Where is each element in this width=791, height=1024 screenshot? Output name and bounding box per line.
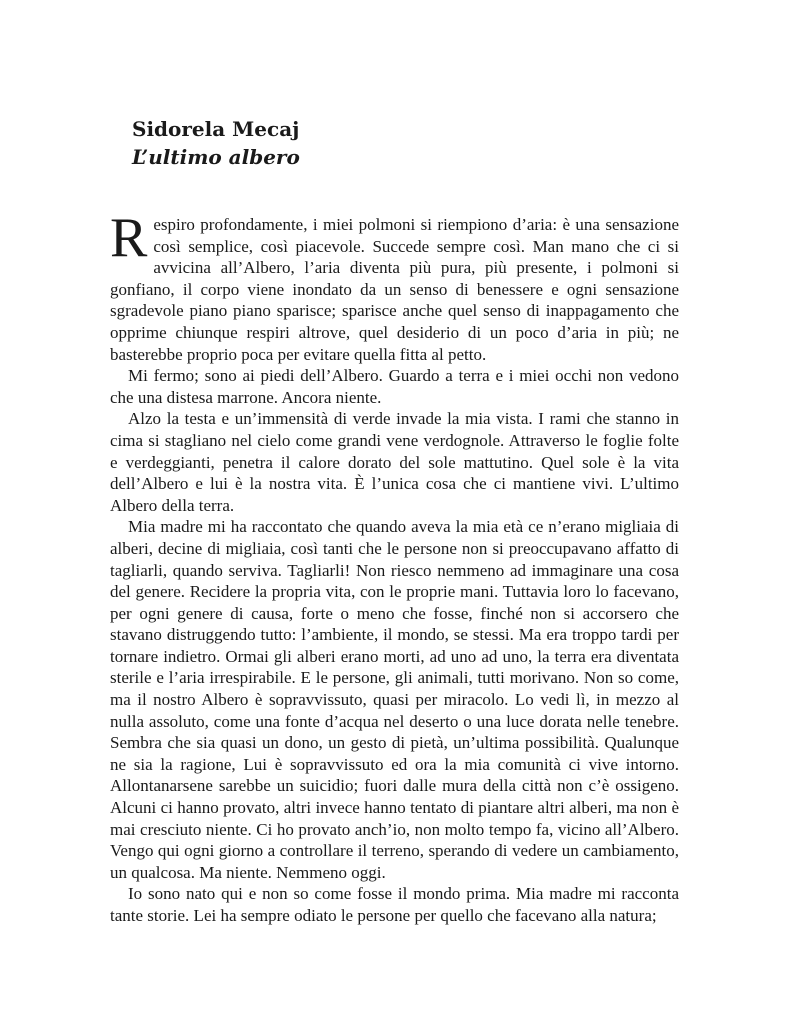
author-name: Sidorela Mecaj <box>132 117 300 141</box>
drop-cap: R <box>110 207 148 269</box>
paragraph-1-text: espiro profondamente, i miei polmoni si riempiono d’aria: è una sensazione così semplice, così piacevole. Succede sempre così. Man mano che ci si avvicina all’Albero, l’aria diventa più pura, più presente, i polmoni si gonfiano, il corpo viene inondato da un senso di benessere e ogni sensazione sgradevole piano piano sparisce; sparisce anche quel senso di inappagamento che opprime chiunque respiri altrove, quel desiderio di un poco d’aria in più; ne basterebbe proprio poca per evitare quella fitta al petto. <box>110 215 679 364</box>
paragraph-2: Mi fermo; sono ai piedi dell’Albero. Guardo a terra e i miei occhi non vedono che una distesa marrone. Ancora niente. <box>110 366 679 407</box>
paragraph-1 <box>110 207 679 365</box>
story-title: L’ultimo albero <box>132 145 300 169</box>
paragraph-4: Mia madre mi ha raccontato che quando aveva la mia età ce n’erano migliaia di alberi, decine di migliaia, così tanti che le persone non si preoccupavano affatto di tagliarli, quando serviva. Tagliarli! Non riesco nemmeno ad immaginare una cosa del genere. Recidere la propria vita, con le proprie mani. Tuttavia loro lo facevano, per ogni genere di causa, forte o meno che fosse, finché non si accorsero che stavano distruggendo tutto: l’ambiente, il mondo, se stessi. Ma era troppo tardi per tornare indietro. Ormai gli alberi erano morti, ad uno ad uno, la terra era diventata sterile e l’aria irrespirabile. E le persone, gli animali, tutti morivano. Non so come, ma il nostro Albero è sopravvissuto, quasi per miracolo. Lo vedi lì, in mezzo al nulla assoluto, come una fonte d’acqua nel deserto o una luce dorata nelle tenebre. Sembra che sia quasi un dono, un gesto di pietà, un’ultima possibilità. Qualunque ne sia la ragione, Lui è sopravvissuto ed ora la mia comunità ci vive intorno. Allontanarsene sarebbe un suicidio; fuori dalle mura della città non c’è ossigeno. Alcuni ci hanno provato, altri invece hanno tentato di piantare altri alberi, ma non è mai cresciuto niente. Ci ho provato anch’io, non molto tempo fa, vicino all’Albero. Vengo qui ogni giorno a controllare il terreno, sperando di vedere un cambiamento, un qualcosa. Ma niente. Nemmeno oggi. <box>110 517 679 882</box>
paragraph-5: Io sono nato qui e non so come fosse il mondo prima. Mia madre mi racconta tante storie. Lei ha sempre odiato le persone per quello che facevano alla natura; <box>110 884 679 925</box>
story-body <box>110 207 679 927</box>
paragraph-3: Alzo la testa e un’immensità di verde invade la mia vista. I rami che stanno in cima si stagliano nel cielo come grandi vene verdognole. Attraverso le foglie folte e verdeggianti, penetra il calore dorato del sole mattutino. Quel sole è la vita dell’Albero e lui è la nostra vita. È l’unica cosa che ci mantiene vivi. L’ultimo Albero della terra. <box>110 409 679 515</box>
